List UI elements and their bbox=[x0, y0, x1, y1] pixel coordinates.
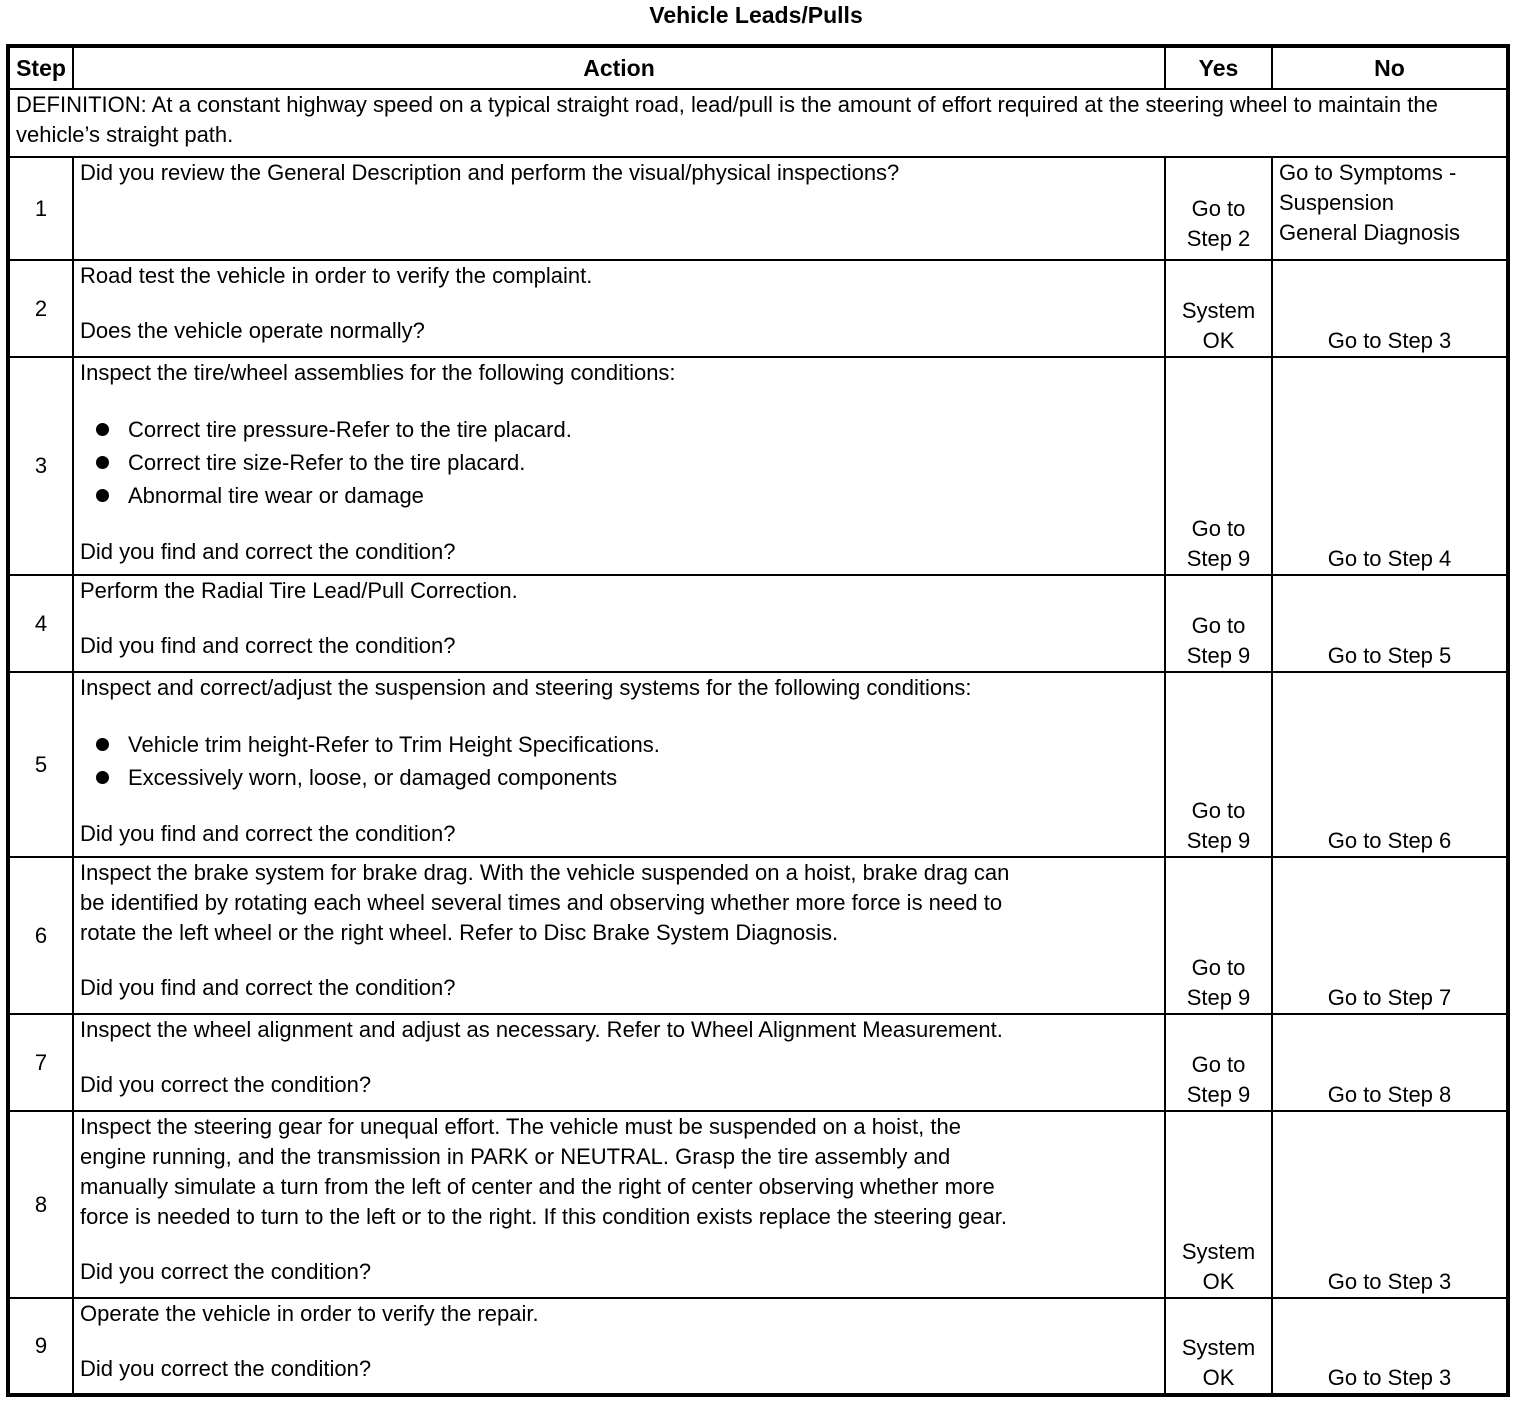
bullet-icon bbox=[96, 771, 109, 784]
list-item-text: Correct tire size-Refer to the tire placard. bbox=[128, 450, 526, 475]
step-number: 5 bbox=[8, 672, 73, 857]
document-title: Vehicle Leads/Pulls bbox=[649, 2, 863, 28]
action-text: Road test the vehicle in order to verify the complaint. bbox=[80, 263, 593, 288]
yes-cell bbox=[1165, 157, 1272, 260]
yes-text: Step 9 bbox=[1186, 1082, 1251, 1107]
no-text: Suspension bbox=[1279, 190, 1394, 215]
action-cell bbox=[73, 357, 1165, 575]
question-text: Did you find and correct the condition? bbox=[80, 539, 456, 564]
spacer bbox=[80, 512, 1158, 537]
yes-text: OK bbox=[1202, 1269, 1235, 1294]
action-text: Inspect the wheel alignment and adjust as necessary. Refer to Wheel Alignment Measurement. bbox=[80, 1017, 1003, 1042]
table-row bbox=[8, 672, 1508, 857]
no-cell: Go to Step 3 bbox=[1272, 260, 1508, 357]
yes-text: Step 9 bbox=[1186, 985, 1251, 1010]
yes-cell bbox=[1165, 1014, 1272, 1111]
no-cell: Go to Step 8 bbox=[1272, 1014, 1508, 1111]
question-text: Does the vehicle operate normally? bbox=[80, 318, 425, 343]
no-cell: Go to Step 3 bbox=[1272, 1111, 1508, 1298]
no-cell: Go to Step 3 bbox=[1272, 1298, 1508, 1395]
step-number: 3 bbox=[8, 357, 73, 575]
table-row bbox=[8, 1298, 1508, 1395]
action-text: Inspect and correct/adjust the suspension and steering systems for the following conditions: bbox=[80, 675, 972, 700]
definition-row bbox=[8, 89, 1508, 157]
step-number: 4 bbox=[8, 575, 73, 672]
action-cell bbox=[73, 575, 1165, 672]
table-row bbox=[8, 357, 1508, 575]
question-text: Did you correct the condition? bbox=[80, 1072, 372, 1097]
spacer bbox=[80, 1232, 1158, 1257]
yes-text: Go to bbox=[1191, 798, 1246, 823]
step-number: 8 bbox=[8, 1111, 73, 1298]
action-text: Perform the Radial Tire Lead/Pull Correction. bbox=[80, 578, 518, 603]
spacer bbox=[80, 291, 1158, 316]
no-text: General Diagnosis bbox=[1279, 220, 1460, 245]
action-cell bbox=[73, 1298, 1165, 1395]
action-cell bbox=[73, 1014, 1165, 1111]
list-item-text: Abnormal tire wear or damage bbox=[128, 483, 424, 508]
definition-text: DEFINITION: At a constant highway speed on a typical straight road, lead/pull is the amount of effort required at the steering wheel to maintain the vehicle’s straight path. bbox=[8, 89, 1508, 157]
condition-list bbox=[80, 728, 1158, 794]
yes-cell bbox=[1165, 1111, 1272, 1298]
action-text: Did you review the General Description and perform the visual/physical inspections? bbox=[80, 160, 900, 185]
yes-text: System bbox=[1181, 1335, 1256, 1360]
no-cell: Go to Step 5 bbox=[1272, 575, 1508, 672]
yes-text: Step 2 bbox=[1186, 226, 1251, 251]
condition-list bbox=[80, 413, 1158, 512]
yes-cell bbox=[1165, 672, 1272, 857]
question-text: Did you find and correct the condition? bbox=[80, 633, 456, 658]
yes-text: Go to bbox=[1191, 613, 1246, 638]
spacer bbox=[80, 1329, 1158, 1354]
list-item-text: Correct tire pressure-Refer to the tire placard. bbox=[128, 417, 572, 442]
action-text: Inspect the brake system for brake drag. With the vehicle suspended on a hoist, brake drag can bbox=[80, 860, 1010, 885]
action-cell bbox=[73, 672, 1165, 857]
yes-text: System bbox=[1181, 1239, 1256, 1264]
header-row bbox=[8, 46, 1508, 89]
action-cell bbox=[73, 157, 1165, 260]
action-cell bbox=[73, 260, 1165, 357]
spacer bbox=[80, 948, 1158, 973]
yes-cell bbox=[1165, 575, 1272, 672]
list-item-text: Vehicle trim height-Refer to Trim Height Specifications. bbox=[128, 732, 660, 757]
list-item bbox=[80, 761, 1158, 794]
header-yes: Yes bbox=[1165, 46, 1272, 89]
spacer bbox=[80, 606, 1158, 631]
yes-text: OK bbox=[1202, 1365, 1235, 1390]
yes-cell bbox=[1165, 260, 1272, 357]
question-text: Did you find and correct the condition? bbox=[80, 975, 456, 1000]
action-text: Inspect the steering gear for unequal effort. The vehicle must be suspended on a hoist, the bbox=[80, 1114, 961, 1139]
header-no: No bbox=[1272, 46, 1508, 89]
bullet-icon bbox=[96, 489, 109, 502]
action-text: manually simulate a turn from the left of center and the right of center observing whether more bbox=[80, 1174, 995, 1199]
bullet-icon bbox=[96, 456, 109, 469]
spacer bbox=[80, 794, 1158, 819]
step-number: 1 bbox=[8, 157, 73, 260]
header-step: Step bbox=[8, 46, 73, 89]
action-text: rotate the left wheel or the right wheel. Refer to Disc Brake System Diagnosis. bbox=[80, 920, 839, 945]
table-row bbox=[8, 1111, 1508, 1298]
action-text: engine running, and the transmission in PARK or NEUTRAL. Grasp the tire assembly and bbox=[80, 1144, 951, 1169]
list-item bbox=[80, 413, 1158, 446]
bullet-icon bbox=[96, 738, 109, 751]
list-item-text: Excessively worn, loose, or damaged components bbox=[128, 765, 618, 790]
bullet-icon bbox=[96, 423, 109, 436]
action-text: Inspect the tire/wheel assemblies for the following conditions: bbox=[80, 360, 676, 385]
yes-text: OK bbox=[1202, 328, 1235, 353]
table-row bbox=[8, 1014, 1508, 1111]
question-text: Did you correct the condition? bbox=[80, 1259, 372, 1284]
yes-cell bbox=[1165, 1298, 1272, 1395]
list-item bbox=[80, 446, 1158, 479]
action-text: Operate the vehicle in order to verify the repair. bbox=[80, 1301, 539, 1326]
step-number: 7 bbox=[8, 1014, 73, 1111]
yes-text: System bbox=[1181, 298, 1256, 323]
yes-text: Go to bbox=[1191, 196, 1246, 221]
table-row bbox=[8, 575, 1508, 672]
diagnostic-table bbox=[6, 44, 1510, 1397]
yes-text: Go to bbox=[1191, 955, 1246, 980]
step-number: 6 bbox=[8, 857, 73, 1014]
question-text: Did you find and correct the condition? bbox=[80, 821, 456, 846]
yes-cell bbox=[1165, 357, 1272, 575]
action-cell bbox=[73, 1111, 1165, 1298]
action-text: force is needed to turn to the left or to the right. If this condition exists replace the steering gear. bbox=[80, 1204, 1007, 1229]
action-cell bbox=[73, 857, 1165, 1014]
no-cell: Go to Step 7 bbox=[1272, 857, 1508, 1014]
question-text: Did you correct the condition? bbox=[80, 1356, 372, 1381]
list-item bbox=[80, 479, 1158, 512]
spacer bbox=[80, 388, 1158, 413]
step-number: 9 bbox=[8, 1298, 73, 1395]
action-text: be identified by rotating each wheel several times and observing whether more force is need to bbox=[80, 890, 1003, 915]
table-row bbox=[8, 857, 1508, 1014]
yes-text: Step 9 bbox=[1186, 643, 1251, 668]
no-cell bbox=[1272, 157, 1508, 260]
no-text: Go to Symptoms - bbox=[1279, 160, 1457, 185]
header-action: Action bbox=[73, 46, 1165, 89]
yes-text: Go to bbox=[1191, 516, 1246, 541]
yes-text: Go to bbox=[1191, 1052, 1246, 1077]
table-row bbox=[8, 157, 1508, 260]
table-row bbox=[8, 260, 1508, 357]
spacer bbox=[80, 1045, 1158, 1070]
spacer bbox=[80, 703, 1158, 728]
yes-text: Step 9 bbox=[1186, 546, 1251, 571]
no-cell: Go to Step 4 bbox=[1272, 357, 1508, 575]
no-cell: Go to Step 6 bbox=[1272, 672, 1508, 857]
yes-text: Step 9 bbox=[1186, 828, 1251, 853]
step-number: 2 bbox=[8, 260, 73, 357]
list-item bbox=[80, 728, 1158, 761]
yes-cell bbox=[1165, 857, 1272, 1014]
